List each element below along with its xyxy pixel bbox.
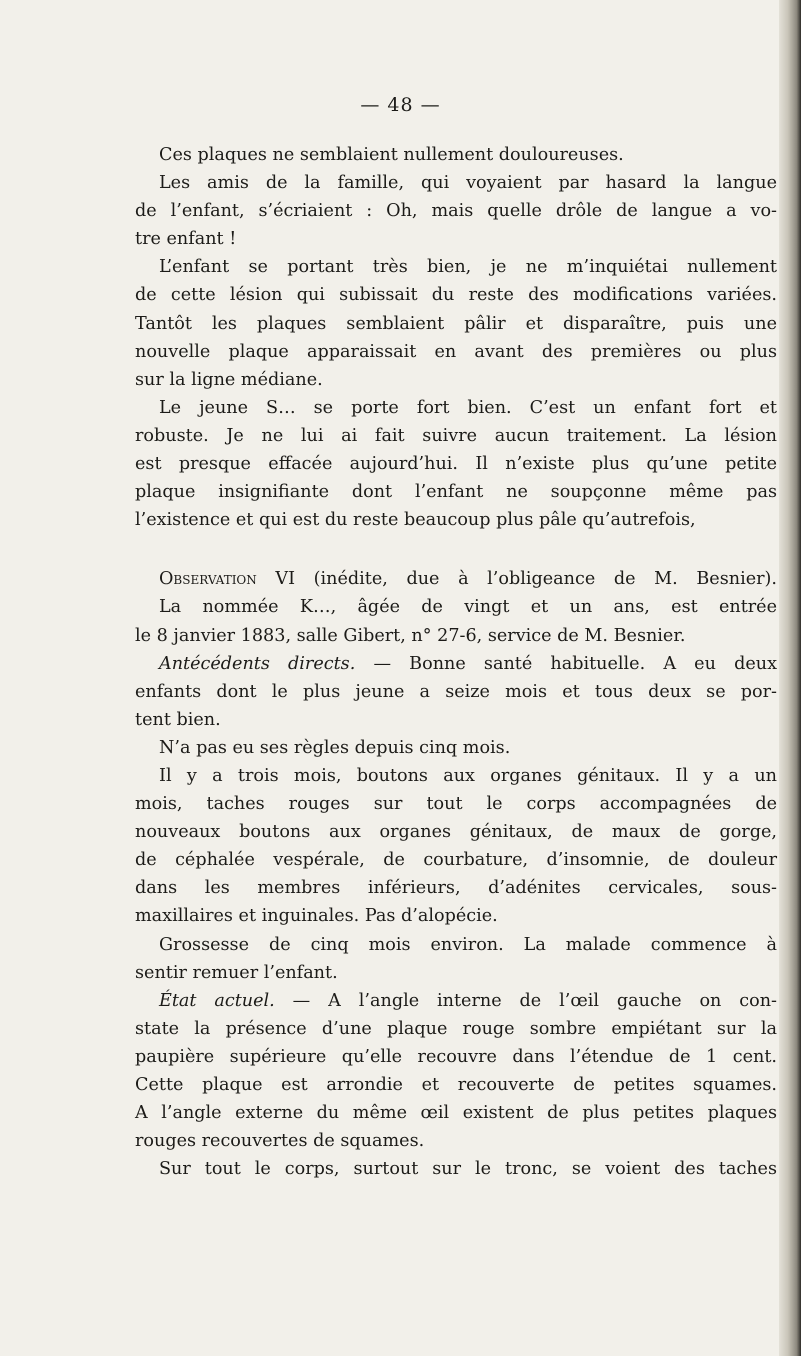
etat-actuel-label: État actuel.	[159, 990, 275, 1011]
antecedents-line	[135, 650, 777, 678]
text-line: tent bien.	[135, 709, 221, 730]
text-line: est presque effacée aujourd’hui. Il n’existe plus qu’une petite	[135, 454, 777, 475]
text-line: Sur tout le corps, surtout sur le tronc, se voient des taches	[159, 1159, 777, 1180]
text-line: L’enfant se portant très bien, je ne m’inquiétai nullement	[159, 257, 777, 278]
text-line: La nommée K…, âgée de vingt et un ans, est entrée	[159, 597, 777, 618]
text-line: sentir remuer l’enfant.	[135, 962, 338, 983]
text-line: rouges recouvertes de squames.	[135, 1131, 425, 1152]
text-line: maxillaires et inguinales. Pas d’alopécie.	[135, 906, 498, 927]
text-line: Grossesse de cinq mois environ. La malade commence à	[159, 934, 777, 955]
page-edge-shadow	[779, 0, 801, 1356]
text-line: tre enfant !	[135, 229, 237, 250]
text-line: Les amis de la famille, qui voyaient par hasard la langue	[159, 173, 777, 194]
etat-actuel-text: — A l’angle interne de l’œil gauche on con-	[274, 990, 777, 1011]
text-line: de l’enfant, s’écriaient : Oh, mais quelle drôle de langue a vo-	[135, 201, 777, 222]
text-line: state la présence d’une plaque rouge sombre empiétant sur la	[135, 1018, 777, 1039]
text-line: de cette lésion qui subissait du reste des modifications variées.	[135, 285, 777, 306]
text-line: enfants dont le plus jeune a seize mois et tous deux se por-	[135, 681, 777, 702]
antecedents-text: — Bonne santé habituelle. A eu deux	[355, 653, 777, 674]
text-line: sur la ligne médiane.	[135, 369, 323, 390]
text-line: plaque insignifiante dont l’enfant ne soupçonne même pas	[135, 482, 777, 503]
page-number: — 48 —	[360, 94, 441, 116]
body-text	[135, 141, 777, 1183]
text-line: de céphalée vespérale, de courbature, d’insomnie, de douleur	[135, 850, 777, 871]
observation-heading-text: VI (inédite, due à l’obligeance de M. Besnier).	[256, 569, 777, 590]
text-line: dans les membres inférieurs, d’adénites cervicales, sous-	[135, 878, 777, 899]
text-line: nouvelle plaque apparaissait en avant des premières ou plus	[135, 341, 777, 362]
text-line: Il y a trois mois, boutons aux organes génitaux. Il y a un	[159, 765, 777, 786]
text-line: Le jeune S… se porte fort bien. C’est un enfant fort et	[159, 397, 777, 418]
etat-actuel-line	[135, 987, 777, 1015]
antecedents-label: Antécédents directs.	[159, 653, 356, 674]
text-line: le 8 janvier 1883, salle Gibert, n° 27-6, service de M. Besnier.	[135, 625, 686, 646]
text-line: A l’angle externe du même œil existent de plus petites plaques	[135, 1103, 777, 1124]
text-line: l’existence et qui est du reste beaucoup plus pâle qu’autrefois,	[135, 510, 696, 531]
text-line: nouveaux boutons aux organes génitaux, de maux de gorge,	[135, 822, 777, 843]
text-line: N’a pas eu ses règles depuis cinq mois.	[159, 737, 511, 758]
section-gap	[135, 534, 777, 565]
text-line: Cette plaque est arrondie et recouverte de petites squames.	[135, 1075, 777, 1095]
text-line: paupière supérieure qu’elle recouvre dans l’étendue de 1 cent.	[135, 1046, 777, 1067]
text-line: robuste. Je ne lui ai fait suivre aucun traitement. La lésion	[135, 425, 777, 446]
observation-label: Observation	[159, 569, 257, 590]
observation-heading-line	[135, 565, 777, 593]
text-line: Ces plaques ne semblaient nullement douloureuses.	[159, 145, 624, 165]
text-line: mois, taches rouges sur tout le corps accompagnées de	[135, 794, 777, 815]
text-line: Tantôt les plaques semblaient pâlir et disparaître, puis une	[135, 313, 777, 334]
